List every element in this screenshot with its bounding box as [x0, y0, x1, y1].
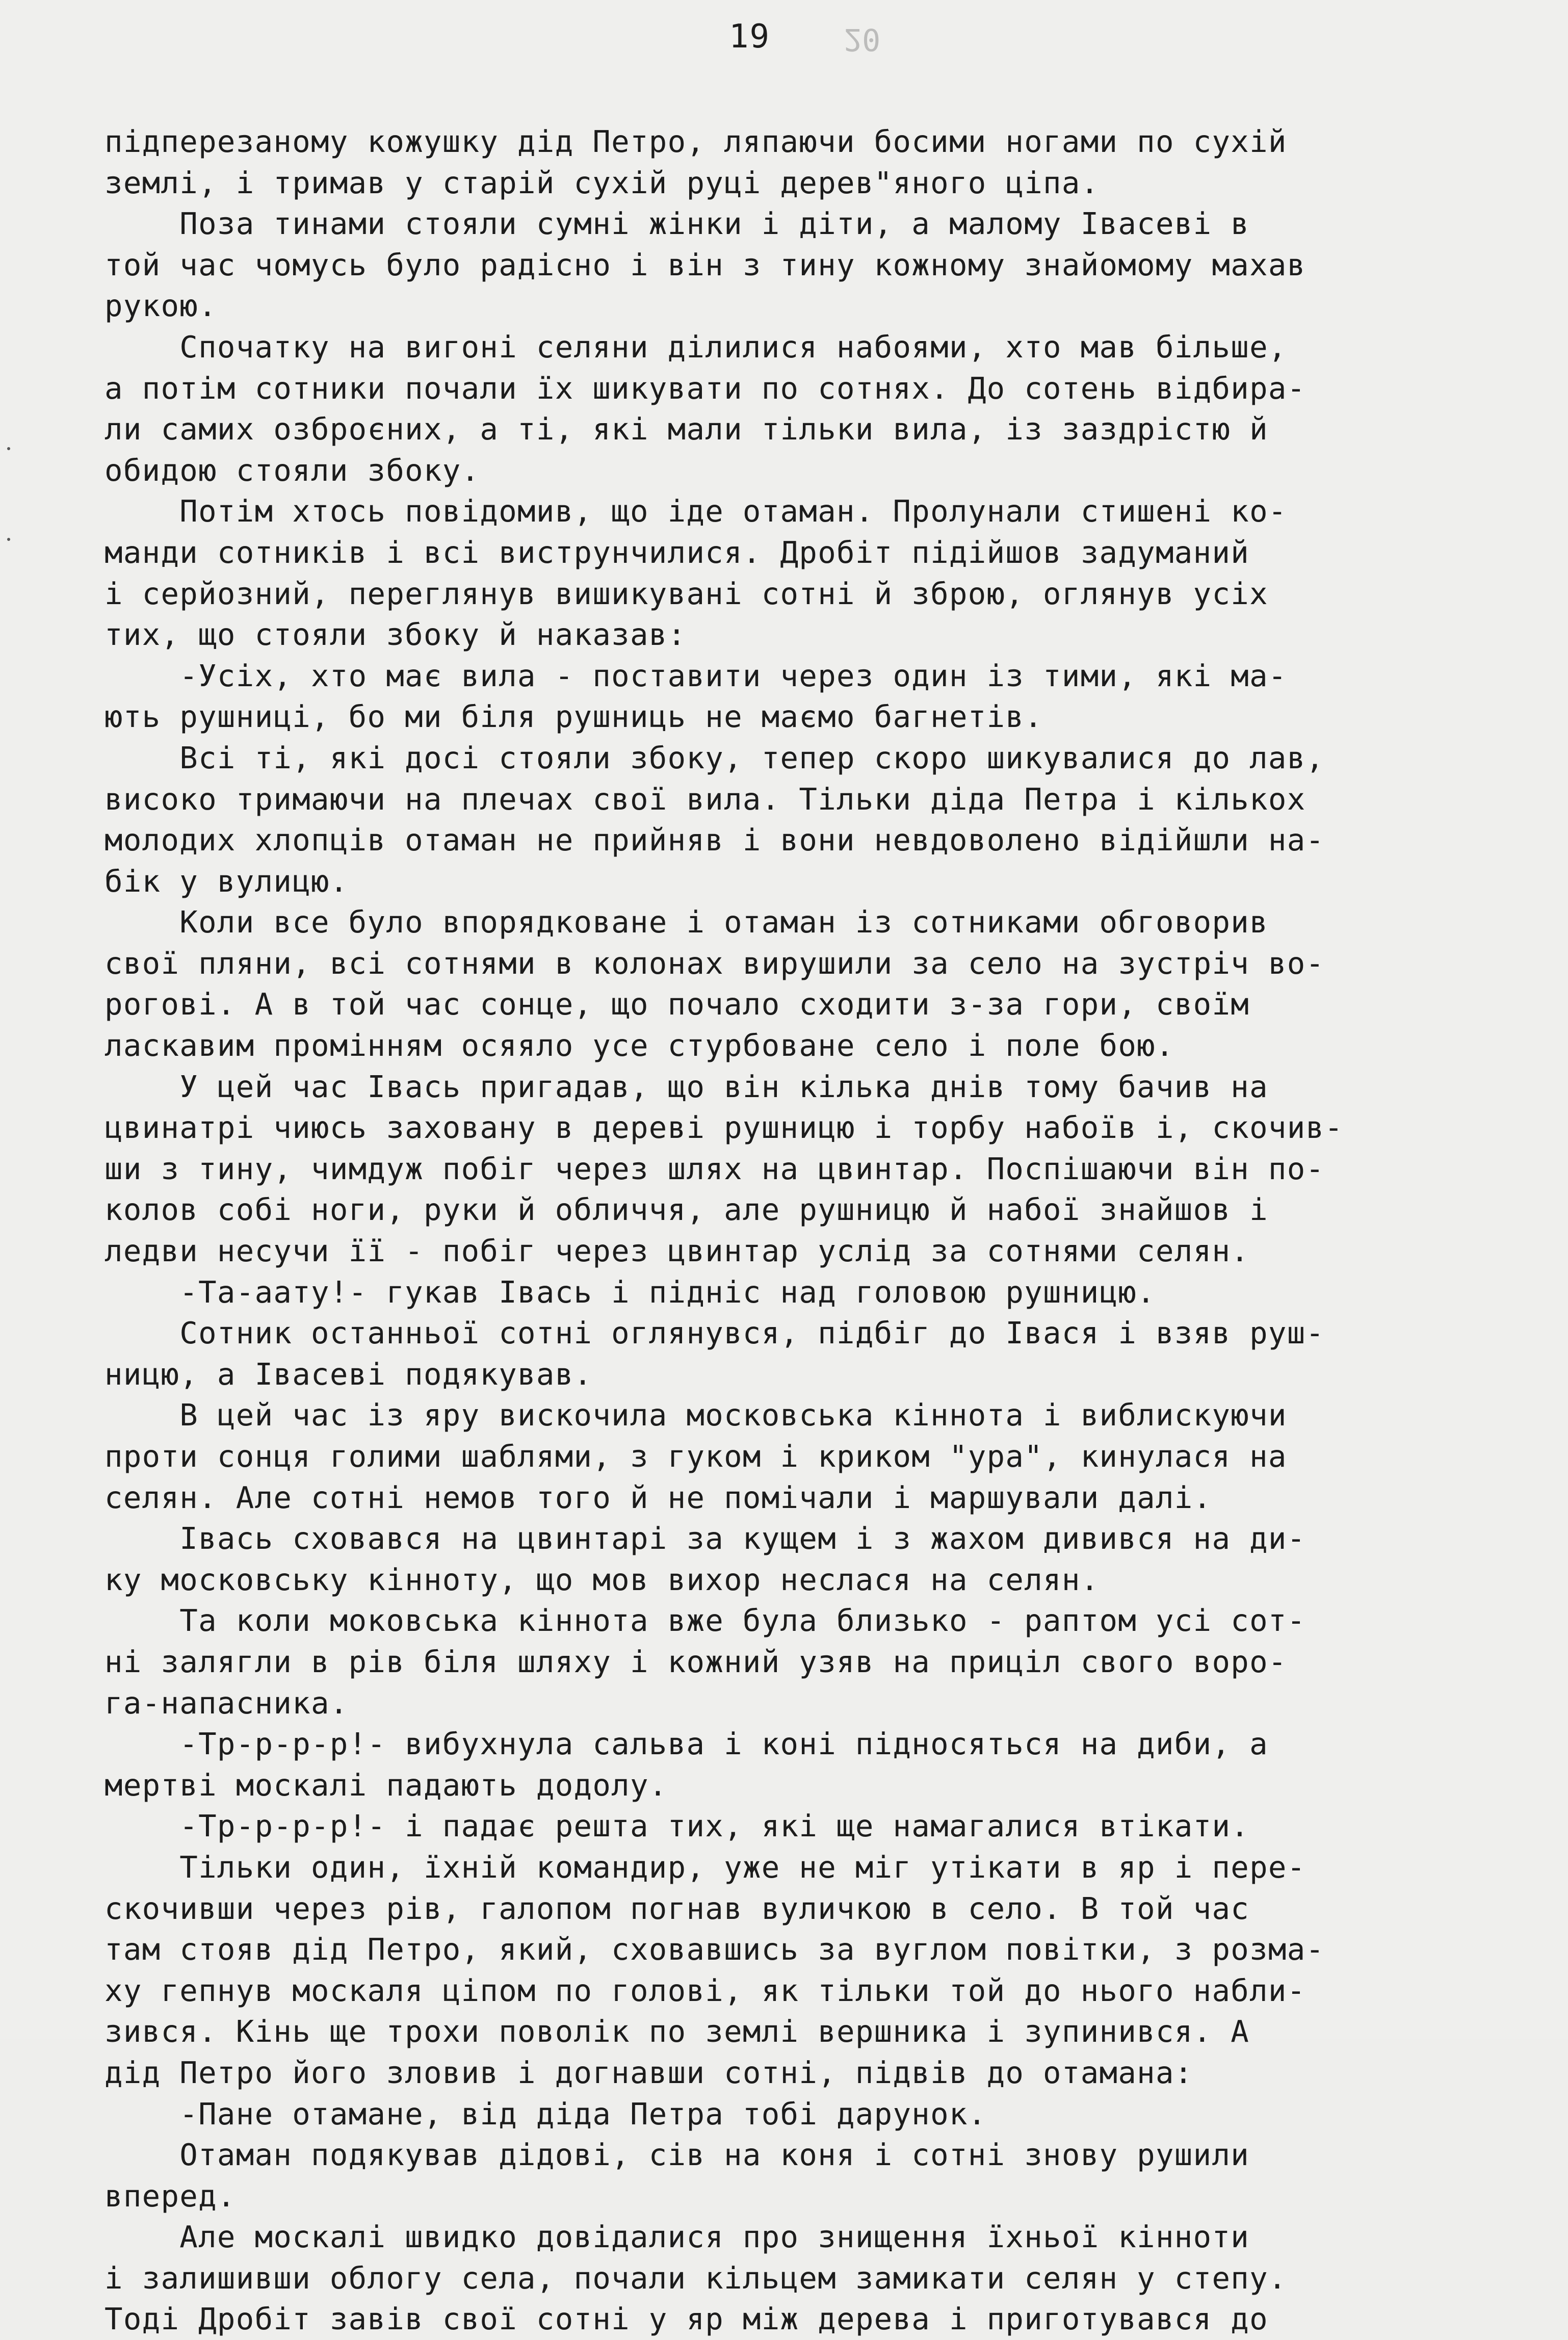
text-line: селян. Але сотні немов того й не помічали і маршували далі.: [104, 1479, 1212, 1515]
text-line: свої пляни, всі сотнями в колонах вирушили за село на зустріч во-: [104, 945, 1325, 981]
text-line: землі, і тримав у старій сухій руці дерев"яного ціпа.: [104, 165, 1100, 200]
text-line: ледви несучи її - побіг через цвинтар услід за сотнями селян.: [104, 1233, 1250, 1269]
text-line: ні залягли в рів біля шляху і кожний узяв на приціл свого воро-: [104, 1644, 1287, 1679]
text-line: -Та-аату!- гукав Івась і підніс над головою рушницю.: [104, 1274, 1156, 1310]
text-line: рукою.: [104, 288, 217, 324]
margin-mark: [7, 538, 10, 541]
text-line: ють рушниці, бо ми біля рушниць не маємо багнетів.: [104, 699, 1043, 735]
text-line: високо тримаючи на плечах свої вила. Тільки діда Петра і кількох: [104, 781, 1306, 817]
text-line: і серйозний, переглянув вишикувані сотні й зброю, оглянув усіх: [104, 576, 1268, 611]
text-line: ху гепнув москаля ціпом по голові, як тільки той до нього набли-: [104, 1972, 1306, 2008]
text-line: га-напасника.: [104, 1685, 349, 1721]
text-line: підперезаному кожушку дід Петро, ляпаючи босими ногами по сухій: [104, 124, 1287, 159]
text-line: там стояв дід Петро, який, сховавшись за вуглом повітки, з розма-: [104, 1932, 1325, 1967]
margin-mark: [7, 447, 10, 450]
text-line: вперед.: [104, 2178, 236, 2214]
body-text: [104, 121, 1481, 2340]
text-line: цвинатрі чиюсь заховану в дереві рушницю і торбу набоїв і, скочив-: [104, 1110, 1344, 1146]
text-line: Тільки один, їхній командир, уже не міг утікати в яр і пере-: [104, 1849, 1306, 1885]
text-line: дід Петро його зловив і догнавши сотні, підвів до отамана:: [104, 2055, 1193, 2090]
text-line: -Пане отамане, від діда Петра тобі дарунок.: [104, 2096, 987, 2131]
text-line: мертві москалі падають додолу.: [104, 1767, 668, 1803]
text-line: Тоді Дробіт завів свої сотні у яр між дерева і приготувався до: [104, 2301, 1268, 2337]
text-line: В цей час із яру вискочила московська кіннота і виблискуючи: [104, 1397, 1287, 1433]
text-line: ли самих озброєних, а ті, які мали тільки вила, із заздрістю й: [104, 411, 1268, 447]
text-line: той час чомусь було радісно і він з тину кожному знайомому махав: [104, 247, 1306, 282]
text-line: Коли все було впорядковане і отаман із сотниками обговорив: [104, 904, 1268, 940]
text-line: ку московську кінноту, що мов вихор неслася на селян.: [104, 1562, 1100, 1597]
text-line: Поза тинами стояли сумні жінки і діти, а малому Івасеві в: [104, 206, 1250, 242]
text-line: ницю, а Івасеві подякував.: [104, 1356, 593, 1392]
text-line: а потім сотники почали їх шикувати по сотнях. До сотень відбира-: [104, 370, 1306, 406]
text-line: обидою стояли збоку.: [104, 452, 480, 488]
text-line: Івась сховався на цвинтарі за кущем і з жахом дивився на ди-: [104, 1521, 1306, 1556]
text-line: скочивши через рів, галопом погнав вуличкою в село. В той час: [104, 1890, 1250, 1926]
text-line: ласкавим промінням осяяло усе стурбоване село і поле бою.: [104, 1028, 1174, 1063]
page-number: 19: [729, 18, 771, 56]
text-line: Сотник останньої сотні оглянувся, підбіг до Івася і взяв руш-: [104, 1315, 1325, 1351]
text-line: ши з тину, чимдуж побіг через шлях на цвинтар. Поспішаючи він по-: [104, 1151, 1325, 1186]
text-line: проти сонця голими шаблями, з гуком і криком "ура", кинулася на: [104, 1439, 1287, 1474]
text-line: Потім хтось повідомив, що іде отаман. Пролунали стишені ко-: [104, 493, 1287, 529]
text-line: -Усіх, хто має вила - поставити через один із тими, які ма-: [104, 658, 1287, 693]
text-line: Та коли моковська кіннота вже була близько - раптом усі сот-: [104, 1603, 1306, 1639]
text-line: -Тр-р-р-р!- вибухнула сальва і коні підносяться на диби, а: [104, 1726, 1268, 1762]
text-line: Отаман подякував дідові, сів на коня і сотні знову рушили: [104, 2137, 1250, 2173]
text-line: тих, що стояли збоку й наказав:: [104, 617, 687, 653]
text-line: -Тр-р-р-р!- і падає решта тих, які ще намагалися втікати.: [104, 1808, 1250, 1844]
text-line: молодих хлопців отаман не прийняв і вони невдоволено відійшли на-: [104, 822, 1325, 858]
text-line: і залишивши облогу села, почали кільцем замикати селян у степу.: [104, 2260, 1287, 2296]
text-line: Всі ті, які досі стояли збоку, тепер скоро шикувалися до лав,: [104, 740, 1325, 775]
bleed-through-page-number: 20: [844, 21, 881, 57]
text-line: У цей час Івась пригадав, що він кілька днів тому бачив на: [104, 1069, 1268, 1104]
text-line: колов собі ноги, руки й обличчя, але рушницю й набої знайшов і: [104, 1192, 1268, 1228]
text-line: манди сотників і всі виструнчилися. Дробіт підійшов задуманий: [104, 534, 1250, 570]
text-line: бік у вулицю.: [104, 863, 349, 899]
text-line: зився. Кінь ще трохи поволік по землі вершника і зупинився. А: [104, 2014, 1250, 2049]
text-line: рогові. А в той час сонце, що почало сходити з-за гори, своїм: [104, 986, 1250, 1022]
text-line: Спочатку на вигоні селяни ділилися набоями, хто мав більше,: [104, 329, 1287, 365]
text-line: Але москалі швидко довідалися про знищення їхньої кінноти: [104, 2219, 1250, 2255]
